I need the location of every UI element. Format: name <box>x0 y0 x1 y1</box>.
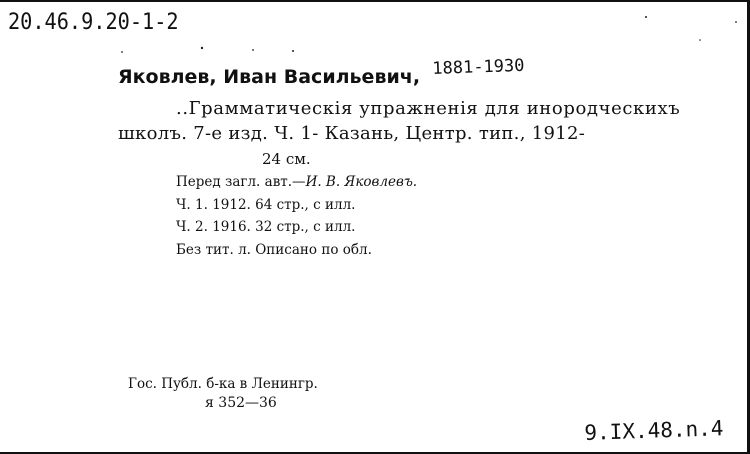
shelfmark: 20.46.9.20-1-2 <box>8 10 179 35</box>
note-title-page: Без тит. л. Описано по обл. <box>176 242 372 258</box>
title-line-1: ..Грамматическія упражненія для инородческихъ <box>176 98 681 119</box>
note-author-prefix: Перед загл. авт.— <box>176 174 306 190</box>
call-number: я 352—36 <box>205 395 277 411</box>
library-name: Гос. Публ. б-ка в Ленингр. <box>128 376 318 392</box>
note-author <box>176 174 417 190</box>
title-line-2: школъ. 7-е изд. Ч. 1- Казань, Центр. тип., 1912- <box>118 123 586 144</box>
note-author-name: И. В. Яковлевъ. <box>305 174 418 190</box>
note-part-2: Ч. 2. 1916. 32 стр., с илл. <box>176 219 356 235</box>
author-dates: 1881-1930 <box>432 55 525 79</box>
note-part-1: Ч. 1. 1912. 64 стр., с илл. <box>176 197 356 213</box>
author-heading: Яковлев, Иван Васильевич, <box>118 66 421 88</box>
date-stamp: 9.IX.48.n.4 <box>584 416 724 445</box>
format-size: 24 см. <box>262 150 311 168</box>
